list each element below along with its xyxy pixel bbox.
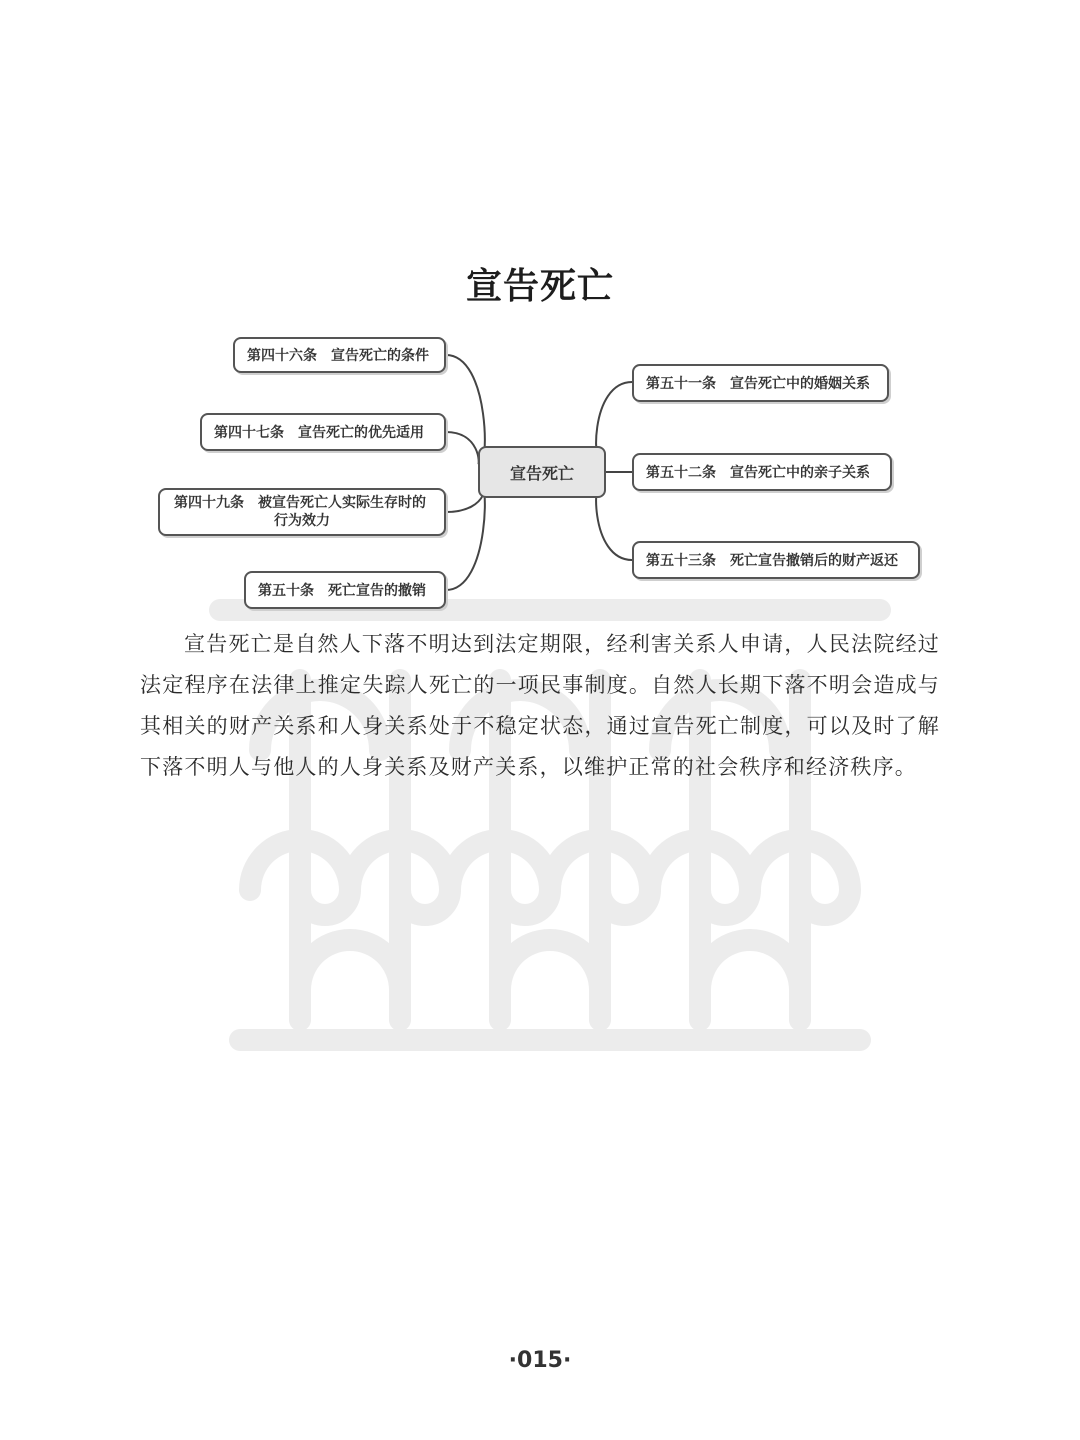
mindmap-node-article-50: [244, 571, 446, 609]
node-label: 第五十二条 宣告死亡中的亲子关系: [646, 465, 870, 481]
node-label: 第五十条 死亡宣告的撤销: [258, 583, 426, 599]
node-label-line1: 第四十九条 被宣告死亡人实际生存时的: [174, 495, 426, 511]
node-label: 第五十三条 死亡宣告撤销后的财产返还: [646, 553, 898, 569]
body-paragraph: 宣告死亡是自然人下落不明达到法定期限，经利害关系人申请，人民法院经过法定程序在法律上推定失踪人死亡的一项民事制度。自然人长期下落不明会造成与其相关的财产关系和人身关系处于不稳定状态，通过宣告死亡制度，可以及时了解下落不明人与他人的人身关系及财产关系，以维护正常的社会秩序和经济秩序。: [140, 632, 940, 779]
mindmap-node-article-52: [632, 453, 892, 491]
node-label: 第四十七条 宣告死亡的优先适用: [214, 425, 424, 441]
mindmap-node-article-47: [200, 413, 446, 451]
node-label-line2: 行为效力: [274, 513, 330, 529]
node-label: 第四十六条 宣告死亡的条件: [247, 348, 429, 364]
page-number: ·015·: [508, 1348, 572, 1373]
mindmap-node-article-49: [158, 488, 446, 536]
mindmap-center-node: 宣告死亡: [478, 446, 606, 498]
node-label: 第五十一条 宣告死亡中的婚姻关系: [646, 376, 870, 392]
mindmap-node-article-51: [632, 364, 889, 402]
mindmap-node-article-46: [233, 337, 446, 373]
mindmap-node-article-53: [632, 541, 920, 579]
connector-47: [446, 432, 479, 465]
page-title: 宣告死亡: [465, 266, 614, 307]
